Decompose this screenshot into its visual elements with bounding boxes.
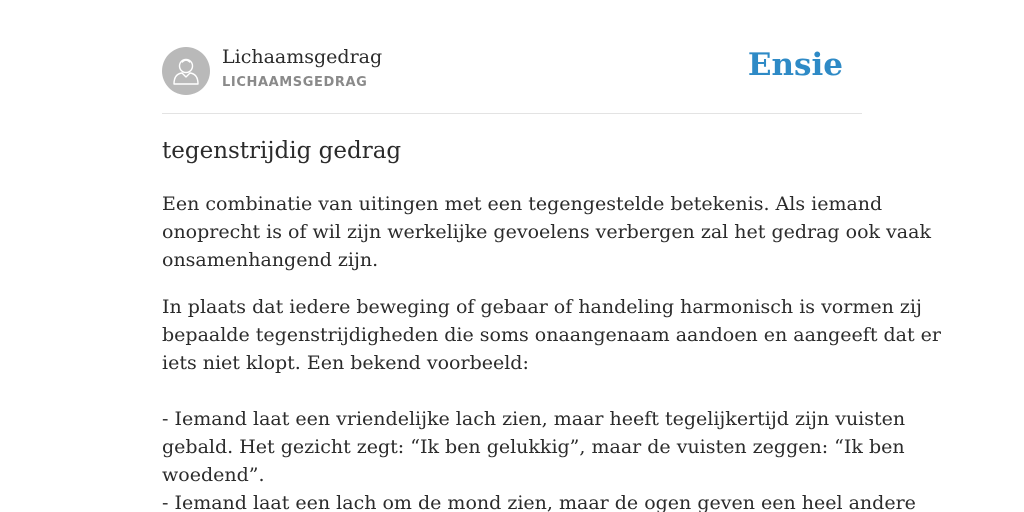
author-category[interactable]: LICHAAMSGEDRAG <box>222 75 368 90</box>
entry-header <box>162 0 862 114</box>
text-line: - Iemand laat een lach om de mond zien, maar de ogen geven een heel andere <box>162 492 916 512</box>
page-container <box>162 0 941 512</box>
text-line: iets niet klopt. Een bekend voorbeeld: <box>162 352 529 374</box>
text-line: onoprecht is of wil zijn werkelijke gevoelens verbergen zal het gedrag ook vaak <box>162 221 931 243</box>
entry-definition <box>162 190 941 512</box>
text-line: Een combinatie van uitingen met een tegengestelde betekenis. Als iemand <box>162 193 883 215</box>
text-line: bepaalde tegenstrijdigheden die soms onaangenaam aandoen en aangeeft dat er <box>162 324 941 346</box>
author-name[interactable]: Lichaamsgedrag <box>222 46 383 68</box>
text-line: gebald. Het gezicht zegt: “Ik ben gelukkig”, maar de vuisten zeggen: “Ik ben <box>162 436 905 458</box>
text-line: onsamenhangend zijn. <box>162 249 379 271</box>
entry-term: tegenstrijdig gedrag <box>162 138 402 164</box>
user-icon <box>162 47 210 95</box>
definition-paragraph-2 <box>162 293 941 512</box>
text-line: In plaats dat iedere beweging of gebaar of handeling harmonisch is vormen zij <box>162 296 922 318</box>
definition-paragraph-1 <box>162 190 931 274</box>
author-avatar[interactable] <box>162 47 210 95</box>
text-line: - Iemand laat een vriendelijke lach zien, maar heeft tegelijkertijd zijn vuisten <box>162 408 906 430</box>
brand-logo[interactable]: Ensie <box>747 47 843 83</box>
blank-line <box>162 377 862 405</box>
text-line: woedend”. <box>162 464 265 486</box>
